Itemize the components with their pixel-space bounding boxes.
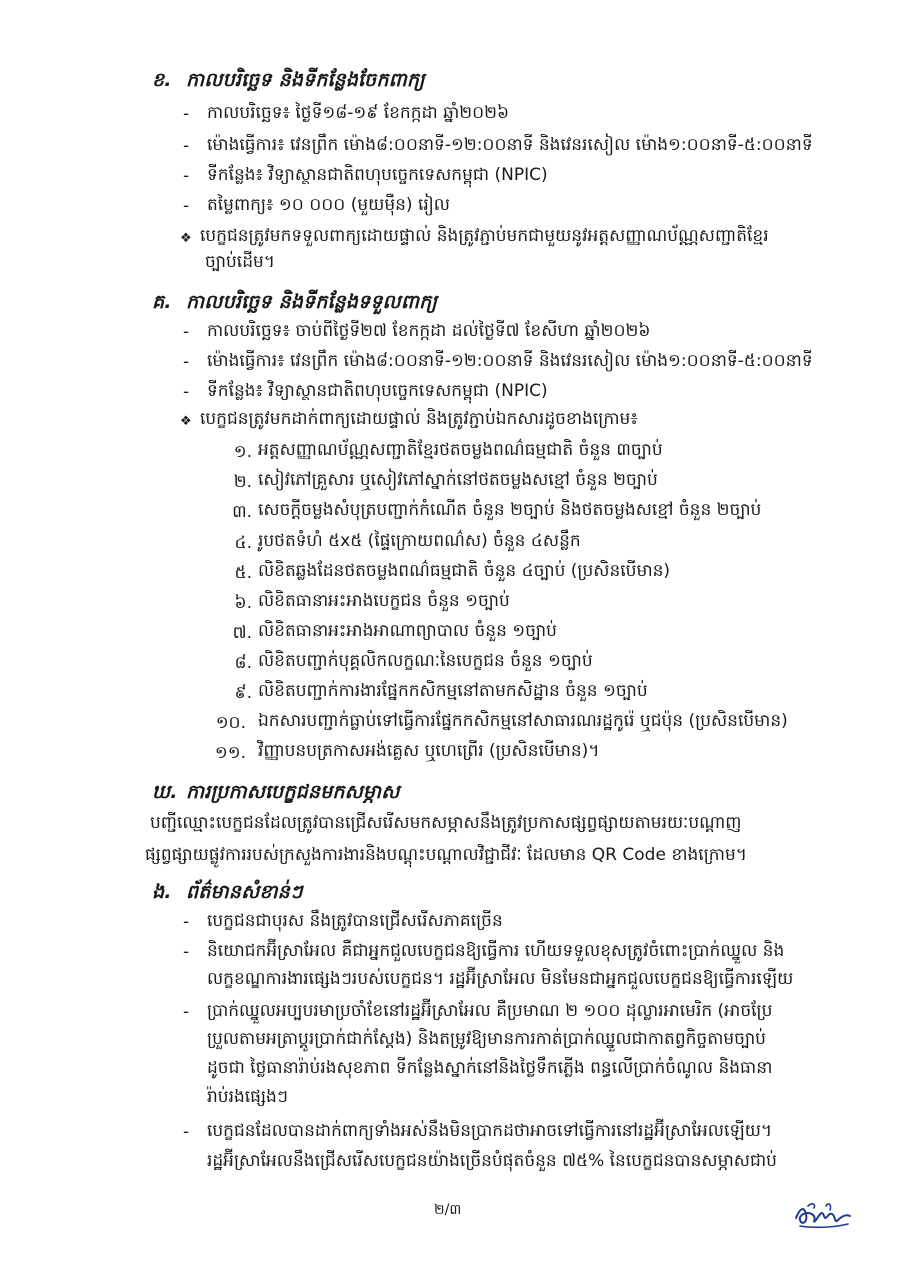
section-d-number: ឃ. — [152, 781, 178, 803]
page-number: ២/៣ — [434, 1202, 462, 1218]
dash-bullet: - — [183, 136, 190, 156]
doc-item-number: ៦. — [234, 593, 252, 613]
doc-item-number: ៣. — [232, 502, 252, 522]
section-c-heading — [152, 290, 437, 318]
section-d-paragraph-line: ផ្សព្វផ្សាយផ្លូវការរបស់ក្រសួងការងារនិងបណ្តុះបណ្តាលវិជ្ជាជីវៈ ដែលមាន QR Code ខាងក្រោម។ — [145, 845, 747, 865]
doc-item-number: ១. — [233, 442, 252, 462]
dash-bullet: - — [183, 104, 190, 124]
section-b-item: តម្លៃពាក្យ៖ ១០ ០០០ (មួយម៉ឺន) រៀល — [207, 195, 450, 215]
section-d-paragraph-line: បញ្ជីឈ្មោះបេក្ខជនដែលត្រូវបានជ្រើសរើសមកសម្ភាសនឹងត្រូវប្រកាសផ្សព្វផ្សាយតាមរយៈបណ្តាញ — [150, 813, 742, 833]
dash-bullet: - — [183, 942, 190, 962]
section-b-item: ទីកន្លែង៖ វិទ្យាស្ថានជាតិពហុបច្ចេកទេសកម្ពុជា (NPIC) — [207, 165, 548, 185]
section-b-note-line: ច្បាប់ដើម។ — [205, 252, 275, 272]
dash-bullet: - — [183, 912, 190, 932]
doc-item-number: ១០. — [215, 713, 246, 733]
doc-item-number: ៤. — [234, 533, 252, 553]
doc-item-number: ៨. — [234, 653, 252, 673]
doc-item-text: លិខិតធានាអះអាងអាណាព្យាបាល ចំនួន ១ច្បាប់ — [258, 621, 557, 641]
doc-item-text: វិញ្ញាបនបត្រកាសអង់គ្លេស ឬហេព្រើរ (ប្រសិនបើមាន)។ — [258, 741, 600, 761]
section-b-item: ម៉ោងធ្វើការ៖ វេនព្រឹក ម៉ោង៨:០០នាទី-១២:០០នាទី និងវេនរសៀល ម៉ោង១:០០នាទី-៥:០០នាទី — [207, 135, 813, 155]
doc-item-text: ឯកសារបញ្ជាក់ធ្លាប់ទៅធ្វើការផ្នែកកសិកម្មនៅសាធារណរដ្ឋកូរ៉េ ឬជប៉ុន (ប្រសិនបើមាន) — [258, 711, 788, 731]
doc-item-text: អត្តសញ្ញាណប័ណ្ណសញ្ជាតិខ្មែរថតចម្លងពណ៌ធម្មជាតិ ចំនួន ៣ច្បាប់ — [258, 440, 663, 460]
section-e-item-line: ប្រួលតាមអត្រាប្តូរប្រាក់ជាក់ស្តែង) និងតម្រូវឱ្យមានការកាត់ប្រាក់ឈ្នួលជាកាតព្វកិច្ចតាមច្បាប់ — [207, 1029, 766, 1049]
doc-item-number: ១១. — [214, 743, 246, 763]
doc-item-text: លិខិតបញ្ជាក់ការងារផ្នែកកសិកម្មនៅតាមកសិដ្ឋាន ចំនួន ១ច្បាប់ — [258, 681, 648, 701]
section-b-title: កាលបរិច្ឆេទ និងទីកន្លែងចែកពាក្យ — [186, 69, 425, 91]
diamond-bullet-icon: ❖ — [180, 414, 192, 429]
section-d-title: ការប្រកាសបេក្ខជនមកសម្ភាស — [186, 781, 400, 803]
doc-item-number: ៧. — [232, 623, 252, 643]
section-e-item-line: បេក្ខជនដែលបានដាក់ពាក្យទាំងអស់នឹងមិនប្រាកដថាអាចទៅធ្វើការនៅរដ្ឋអ៊ីស្រាអែលឡើយ។ — [207, 1121, 773, 1141]
doc-item-number: ២. — [233, 472, 252, 492]
section-c-item: ម៉ោងធ្វើការ៖ វេនព្រឹក ម៉ោង៨:០០នាទី-១២:០០នាទី និងវេនរសៀល ម៉ោង១:០០នាទី-៥:០០នាទី — [207, 351, 813, 371]
dash-bullet: - — [183, 352, 190, 372]
section-d-heading — [152, 780, 400, 808]
section-e-item-line: រ៉ាប់រងផ្សេងៗ — [207, 1087, 289, 1107]
dash-bullet: - — [183, 1122, 190, 1142]
doc-item-text: រូបថតទំហំ ៥x៥ (ផ្ទៃក្រោយពណ៌ស) ចំនួន ៤សន្លឹក — [258, 531, 581, 551]
dash-bullet: - — [183, 382, 190, 402]
section-e-number: ង. — [152, 881, 172, 903]
dash-bullet: - — [183, 1002, 190, 1022]
dash-bullet: - — [183, 196, 190, 216]
doc-item-number: ៥. — [234, 563, 252, 583]
doc-item-text: លិខិតឆ្លងដែនថតចម្លងពណ៌ធម្មជាតិ ចំនួន ៤ច្បាប់ (ប្រសិនបើមាន) — [258, 561, 671, 581]
section-c-number: គ. — [152, 291, 172, 313]
section-e-heading — [152, 880, 303, 908]
doc-item-text: សេចក្តីចម្លងសំបុត្របញ្ជាក់កំណើត ចំនួន ២ច្បាប់ និងថតចម្លងសខ្មៅ ចំនួន ២ច្បាប់ — [258, 500, 762, 520]
section-e-item-line: ប្រាក់ឈ្នួលអប្បបរមាប្រចាំខែនៅរដ្ឋអ៊ីស្រាអែល គឺប្រមាណ ២ ១០០ ដុល្លារអាមេរិក (អាចប្រែ — [207, 1001, 773, 1021]
section-b-note-line: បេក្ខជនត្រូវមកទទួលពាក្យដោយផ្ទាល់ និងត្រូវភ្ជាប់មកជាមួយនូវអត្តសញ្ញាណប័ណ្ណសញ្ជាតិខ្មែរ — [200, 226, 769, 246]
section-e-title: ព័ត៌មានសំខាន់ៗ — [186, 881, 303, 903]
dash-bullet: - — [183, 166, 190, 186]
doc-item-number: ៩. — [234, 683, 252, 703]
diamond-bullet-icon: ❖ — [180, 231, 192, 246]
doc-item-text: លិខិតបញ្ជាក់បុគ្គលិកលក្ខណៈនៃបេក្ខជន ចំនួន ១ច្បាប់ — [258, 651, 593, 671]
section-c-item: ទីកន្លែង៖ វិទ្យាស្ថានជាតិពហុបច្ចេកទេសកម្ពុជា (NPIC) — [207, 381, 548, 401]
section-e-item-line: លក្ខខណ្ឌការងារផ្សេងៗរបស់បេក្ខជន។ រដ្ឋអ៊ីស្រាអែល មិនមែនជាអ្នកជួលបេក្ខជនឱ្យធ្វើការឡើយ — [207, 969, 794, 989]
section-e-item-line: បេក្ខជនជាបុរស នឹងត្រូវបានជ្រើសរើសភាគច្រើន — [207, 911, 503, 931]
section-e-item-line: រដ្ឋអ៊ីស្រាអែលនឹងជ្រើសរើសបេក្ខជនយ៉ាងច្រើនបំផុតចំនួន ៧៥% នៃបេក្ខជនបានសម្ភាសជាប់ — [207, 1151, 777, 1171]
dash-bullet: - — [183, 322, 190, 342]
section-c-title: កាលបរិច្ឆេទ និងទីកន្លែងទទួលពាក្យ — [186, 291, 438, 313]
doc-item-text: សៀវភៅគ្រួសារ ឬសៀវភៅស្នាក់នៅថតចម្លងសខ្មៅ ចំនួន ២ច្បាប់ — [258, 470, 658, 490]
section-b-number: ខ. — [152, 69, 172, 91]
handwritten-signature-icon — [792, 1198, 854, 1232]
doc-item-text: លិខិតធានាអះអាងបេក្ខជន ចំនួន ១ច្បាប់ — [258, 591, 510, 611]
section-b-item: កាលបរិច្ឆេទ៖ ថ្ងៃទី១៨-១៩ ខែកក្កដា ឆ្នាំ២០២៦ — [207, 103, 510, 123]
section-c-item: កាលបរិច្ឆេទ៖ ចាប់ពីថ្ងៃទី២៧ ខែកក្កដា ដល់ថ្ងៃទី៧ ខែសីហា ឆ្នាំ២០២៦ — [207, 321, 651, 341]
section-b-heading — [152, 68, 425, 96]
section-e-item-line: និយោជកអ៊ីស្រាអែល គឺជាអ្នកជួលបេក្ខជនឱ្យធ្វើការ ហើយទទួលខុសត្រូវចំពោះប្រាក់ឈ្នួល និង — [207, 941, 785, 961]
section-c-note: បេក្ខជនត្រូវមកដាក់ពាក្យដោយផ្ទាល់ និងត្រូវភ្ជាប់ឯកសារដូចខាងក្រោម៖ — [200, 409, 638, 429]
section-e-item-line: ដូចជា ថ្លៃធានារ៉ាប់រងសុខភាព ទីកន្លែងស្នាក់នៅនិងថ្លៃទឹកភ្លើង ពន្ធលើប្រាក់ចំណូល និងធានា — [207, 1058, 773, 1078]
